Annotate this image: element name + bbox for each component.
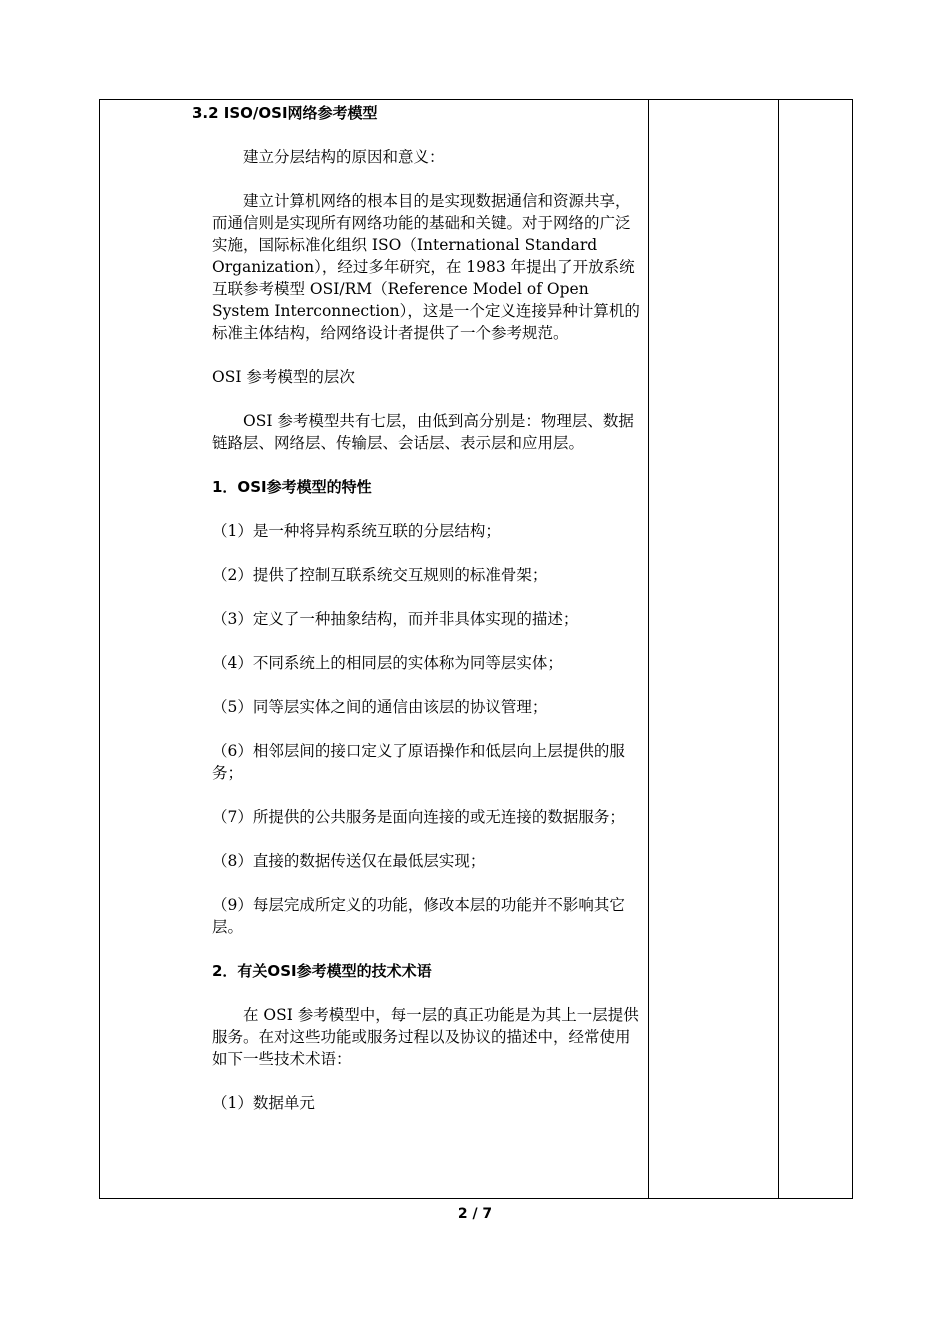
heading-terms: 2．有关OSI参考模型的技术术语 [212,962,432,980]
heading-features: 1．OSI参考模型的特性 [212,478,372,496]
term-item: （1）数据单元 [212,1094,315,1112]
column-divider-1 [648,100,649,1198]
feature-item: （3）定义了一种抽象结构，而并非具体实现的描述； [212,610,579,628]
column-divider-2 [778,100,779,1198]
feature-item: （1）是一种将异构系统互联的分层结构； [212,522,501,540]
paragraph-layers-title: OSI 参考模型的层次 [212,368,355,386]
feature-item: （2）提供了控制互联系统交互规则的标准骨架； [212,566,548,584]
paragraph-terms-intro: 在 OSI 参考模型中，每一层的真正功能是为其上一层提供服务。在对这些功能或服务过程以及协议的描述中，经常使用如下一些技术术语： [212,1006,639,1068]
feature-item: （9）每层完成所定义的功能，修改本层的功能并不影响其它层。 [212,896,625,936]
main-text-column [192,102,642,1136]
feature-item: （4）不同系统上的相同层的实体称为同等层实体； [212,654,563,672]
feature-item: （5）同等层实体之间的通信由该层的协议管理； [212,698,548,716]
paragraph-layers: OSI 参考模型共有七层，由低到高分别是：物理层、数据链路层、网络层、传输层、会话层、表示层和应用层。 [212,412,634,452]
feature-item: （6）相邻层间的接口定义了原语操作和低层向上层提供的服务； [212,742,625,782]
content-table [99,99,853,1199]
page-number: 2 / 7 [457,1206,493,1222]
paragraph-background: 建立计算机网络的根本目的是实现数据通信和资源共享，而通信则是实现所有网络功能的基础和关键。对于网络的广泛实施，国际标准化组织 ISO（International Standard Organization），经过多年研究，在 1983 年提出了开放系统互联参考模型 OSI/RM（Reference Model of Open System Interconnection），这是一个定义连接异种计算机的标准主体结构，给网络设计者提供了一个参考规范。 [212,192,640,342]
feature-item: （8）直接的数据传送仅在最低层实现； [212,852,486,870]
paragraph-reason: 建立分层结构的原因和意义： [243,148,445,166]
section-title: 3.2 ISO/OSI网络参考模型 [192,104,378,122]
feature-item: （7）所提供的公共服务是面向连接的或无连接的数据服务； [212,808,625,826]
